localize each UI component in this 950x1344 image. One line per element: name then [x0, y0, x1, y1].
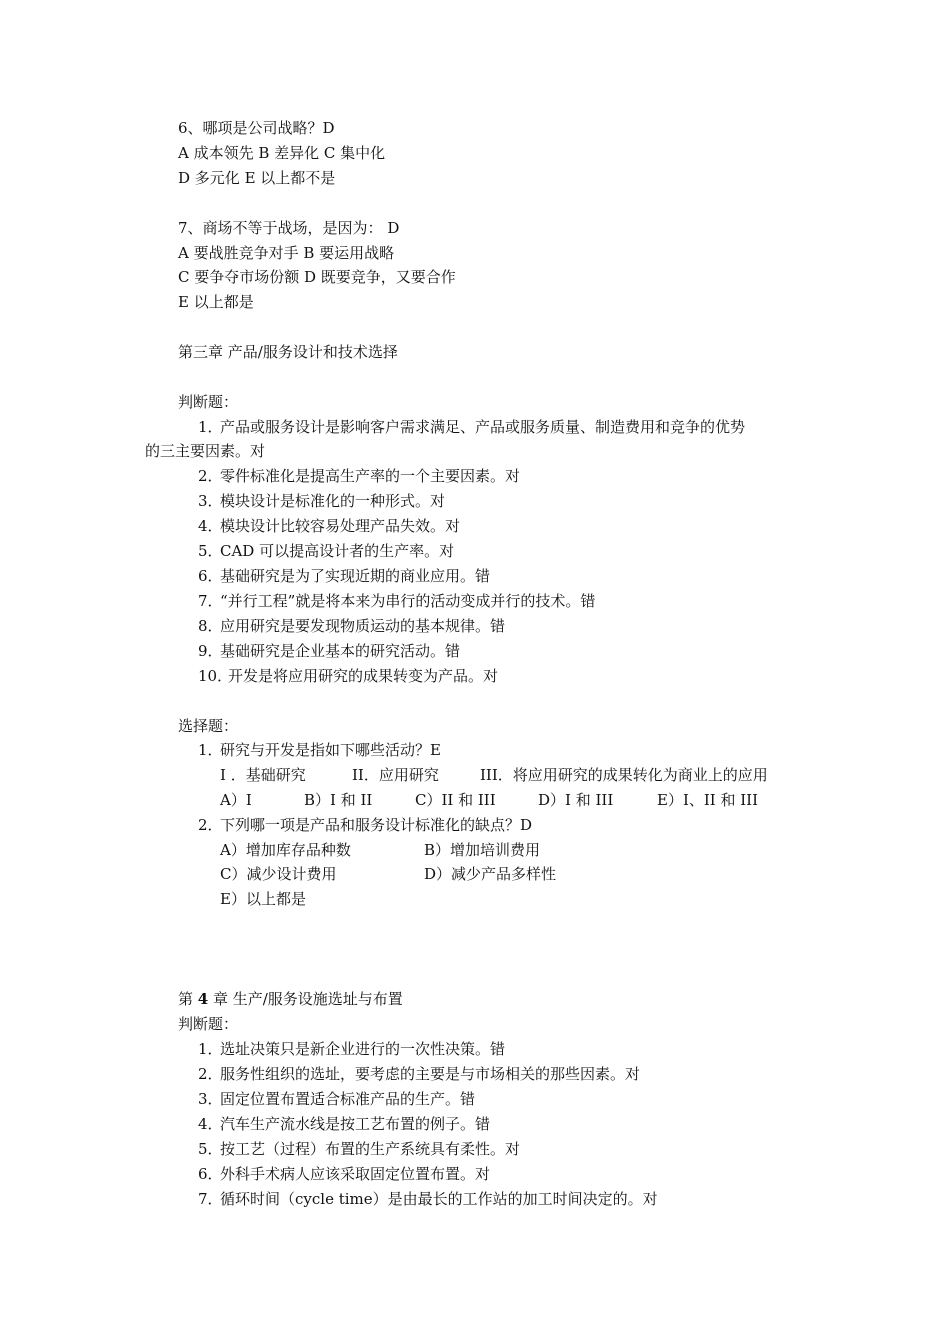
- item-text: 开发是将应用研究的成果转变为产品。对: [228, 667, 499, 685]
- chapter3-tf-item-9: [198, 641, 460, 661]
- chapter3-tf-heading: 判断题：: [178, 393, 239, 411]
- item-number: 2．: [198, 816, 223, 834]
- chapter3-tf-item-2: [198, 466, 520, 486]
- item-text: 按工艺（过程）布置的生产系统具有柔性。对: [220, 1140, 521, 1158]
- mc-q1-item-1: I ．基础研究: [220, 766, 306, 784]
- chapter4-title-number: 4: [197, 990, 209, 1008]
- mc-q1-item-3: III．将应用研究的成果转化为商业上的应用: [480, 766, 768, 784]
- mc-q1-option-e: E）I、II 和 III: [657, 791, 759, 809]
- chapter4-tf-item-3: [198, 1089, 475, 1109]
- item-text: 选址决策只是新企业进行的一次性决策。错: [220, 1040, 506, 1058]
- chapter3-mc-q2-stem: [198, 815, 532, 835]
- item-text: 下列哪一项是产品和服务设计标准化的缺点？D: [220, 816, 533, 834]
- item-number: 7．: [198, 592, 223, 610]
- chapter3-tf-item-8: [198, 616, 505, 636]
- mc-q1-option-d: D）I 和 III: [538, 791, 614, 809]
- item-number: 5．: [198, 1140, 223, 1158]
- chapter3-tf-item-10: [198, 666, 498, 686]
- chapter4-tf-item-5: [198, 1139, 520, 1159]
- mc-q2-option-e: E）以上都是: [220, 890, 306, 908]
- item-number: 6．: [198, 567, 223, 585]
- item-number: 3．: [198, 1090, 223, 1108]
- mc-q1-option-a: A）I: [220, 791, 252, 809]
- item-number: 7．: [198, 1190, 223, 1208]
- chapter3-tf-item-6: [198, 566, 490, 586]
- item-number: 1．: [198, 418, 223, 436]
- item-number: 4．: [198, 517, 223, 535]
- item-number: 8．: [198, 617, 223, 635]
- q7-options-line3: E 以上都是: [178, 293, 254, 311]
- chapter3-tf-item-1-continuation: 的三主要因素。对: [145, 442, 266, 460]
- chapter3-tf-item-5: [198, 541, 454, 561]
- q7-stem: 7、商场不等于战场，是因为： D: [178, 219, 400, 237]
- chapter4-title-prefix: 第: [178, 990, 198, 1008]
- item-text: 零件标准化是提高生产率的一个主要因素。对: [220, 467, 521, 485]
- item-text: 基础研究是为了实现近期的商业应用。错: [220, 567, 491, 585]
- item-text: “并行工程”就是将本来为串行的活动变成并行的技术。错: [220, 592, 596, 610]
- item-number: 3．: [198, 492, 223, 510]
- chapter3-title: 第三章 产品/服务设计和技术选择: [178, 343, 398, 361]
- item-text: 模块设计比较容易处理产品失效。对: [220, 517, 461, 535]
- q6-options-line2: D 多元化 E 以上都不是: [178, 169, 336, 187]
- item-text: 汽车生产流水线是按工艺布置的例子。错: [220, 1115, 491, 1133]
- item-number: 10．: [198, 667, 233, 685]
- mc-q2-option-d: D）减少产品多样性: [424, 865, 557, 883]
- item-number: 2．: [198, 467, 223, 485]
- chapter4-tf-item-6: [198, 1164, 490, 1184]
- mc-q1-option-c: C）II 和 III: [415, 791, 496, 809]
- chapter3-tf-item-3: [198, 491, 445, 511]
- item-number: 4．: [198, 1115, 223, 1133]
- item-text: CAD 可以提高设计者的生产率。对: [220, 542, 455, 560]
- item-number: 6．: [198, 1165, 223, 1183]
- item-text: 固定位置布置适合标准产品的生产。错: [220, 1090, 476, 1108]
- mc-q2-option-b: B）增加培训费用: [424, 841, 541, 859]
- item-number: 2．: [198, 1065, 223, 1083]
- q7-options-line1: A 要战胜竞争对手 B 要运用战略: [178, 244, 395, 262]
- chapter3-tf-item-1: [198, 417, 745, 437]
- item-text: 产品或服务设计是影响客户需求满足、产品或服务质量、制造费用和竞争的优势: [220, 418, 746, 436]
- item-number: 5．: [198, 542, 223, 560]
- chapter4-tf-heading: 判断题：: [178, 1015, 239, 1033]
- item-number: 9．: [198, 642, 223, 660]
- q7-options-line2: C 要争夺市场份额 D 既要竞争，又要合作: [178, 268, 456, 286]
- mc-q2-option-a: A）增加库存品种数: [220, 841, 351, 859]
- item-text: 应用研究是要发现物质运动的基本规律。错: [220, 617, 506, 635]
- item-number: 1．: [198, 741, 223, 759]
- chapter3-tf-item-7: [198, 591, 595, 611]
- item-text: 研究与开发是指如下哪些活动？E: [220, 741, 441, 759]
- item-text: 循环时间（cycle time）是由最长的工作站的加工时间决定的。对: [220, 1190, 658, 1208]
- q6-options-line1: A 成本领先 B 差异化 C 集中化: [178, 144, 386, 162]
- chapter4-tf-item-1: [198, 1039, 505, 1059]
- chapter3-mc-q1-stem: [198, 740, 441, 760]
- chapter4-title-rest: 章 生产/服务设施选址与布置: [208, 990, 403, 1008]
- chapter3-mc-heading: 选择题：: [178, 717, 239, 735]
- item-number: 1．: [198, 1040, 223, 1058]
- mc-q2-option-c: C）减少设计费用: [220, 865, 337, 883]
- mc-q1-item-2: II．应用研究: [352, 766, 439, 784]
- item-text: 外科手术病人应该采取固定位置布置。对: [220, 1165, 491, 1183]
- chapter4-title: [178, 989, 403, 1009]
- chapter4-tf-item-2: [198, 1064, 640, 1084]
- item-text: 模块设计是标准化的一种形式。对: [220, 492, 446, 510]
- item-text: 服务性组织的选址，要考虑的主要是与市场相关的那些因素。对: [220, 1065, 641, 1083]
- q6-stem: 6、哪项是公司战略？D: [178, 119, 335, 137]
- chapter4-tf-item-7: [198, 1189, 658, 1209]
- chapter4-tf-item-4: [198, 1114, 490, 1134]
- item-text: 基础研究是企业基本的研究活动。错: [220, 642, 461, 660]
- chapter3-tf-item-4: [198, 516, 460, 536]
- mc-q1-option-b: B）I 和 II: [304, 791, 373, 809]
